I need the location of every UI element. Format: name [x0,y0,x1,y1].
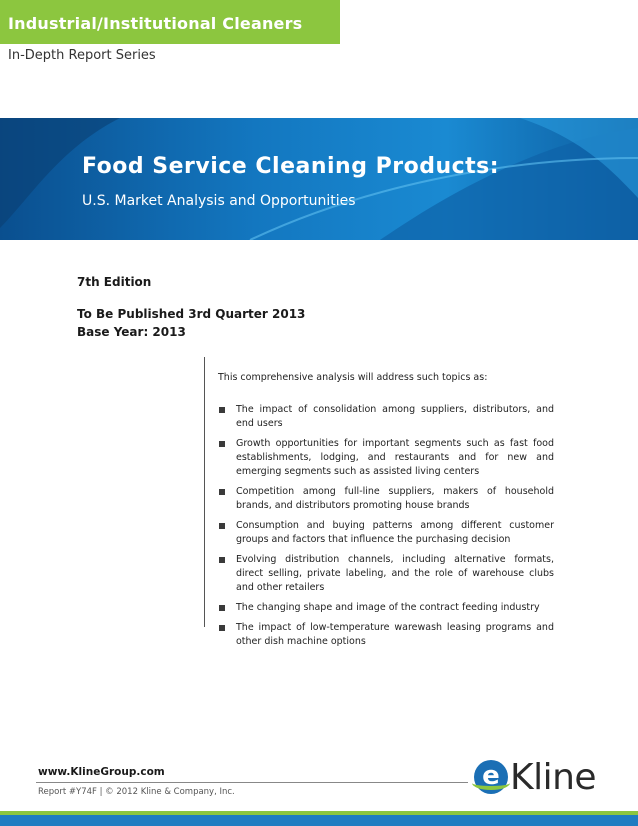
edition-label: 7th Edition [77,275,152,289]
list-item-text: Competition among full-line suppliers, makers of household brands, and distributors promoting house brands [236,486,554,511]
publish-date: To Be Published 3rd Quarter 2013 [77,307,306,321]
square-bullet-icon [219,489,225,495]
square-bullet-icon [219,557,225,563]
series-tag [0,0,340,44]
list-item [218,403,554,431]
edition-info [77,275,305,343]
series-title: Industrial/Institutional Cleaners [8,14,303,33]
square-bullet-icon [219,441,225,447]
list-item-text: Growth opportunities for important segments such as fast food establishments, lodging, and restaurants and for new and emerging segments such as assisted living centers [236,438,554,477]
report-copyright: Report #Y74F | © 2012 Kline & Company, Inc. [38,787,235,797]
vertical-divider [204,357,205,627]
list-item [218,437,554,479]
logo-e-mark: e [474,760,508,794]
list-item [218,485,554,513]
series-subtitle: In-Depth Report Series [8,48,156,63]
list-item-text: Consumption and buying patterns among different customer groups and factors that influence the purchasing decision [236,520,554,545]
topics-intro: This comprehensive analysis will address such topics as: [218,372,488,383]
logo-swoosh-icon [472,776,510,790]
logo-wordmark: Kline [510,757,597,798]
square-bullet-icon [219,407,225,413]
base-year: Base Year: 2013 [77,325,186,339]
list-item-text: Evolving distribution channels, including alternative formats, direct selling, private labeling, and the role of warehouse clubs and other retailers [236,554,554,593]
list-item [218,519,554,547]
list-item-text: The impact of low-temperature warewash leasing programs and other dish machine options [236,622,554,647]
footer-divider [36,782,468,783]
list-item [218,553,554,595]
square-bullet-icon [219,625,225,631]
list-item [218,601,554,615]
list-item-text: The changing shape and image of the contract feeding industry [236,602,540,613]
banner-swoosh-graphic [0,118,638,240]
report-title: Food Service Cleaning Products: [82,154,500,179]
square-bullet-icon [219,605,225,611]
list-item-text: The impact of consolidation among suppliers, distributors, and end users [236,404,554,429]
kline-logo [474,756,614,802]
list-item [218,621,554,649]
bottom-bar [0,815,638,826]
website-link[interactable]: www.KlineGroup.com [38,766,165,778]
report-subtitle: U.S. Market Analysis and Opportunities [82,193,356,209]
title-banner [0,118,638,240]
square-bullet-icon [219,523,225,529]
topics-list [218,371,554,655]
